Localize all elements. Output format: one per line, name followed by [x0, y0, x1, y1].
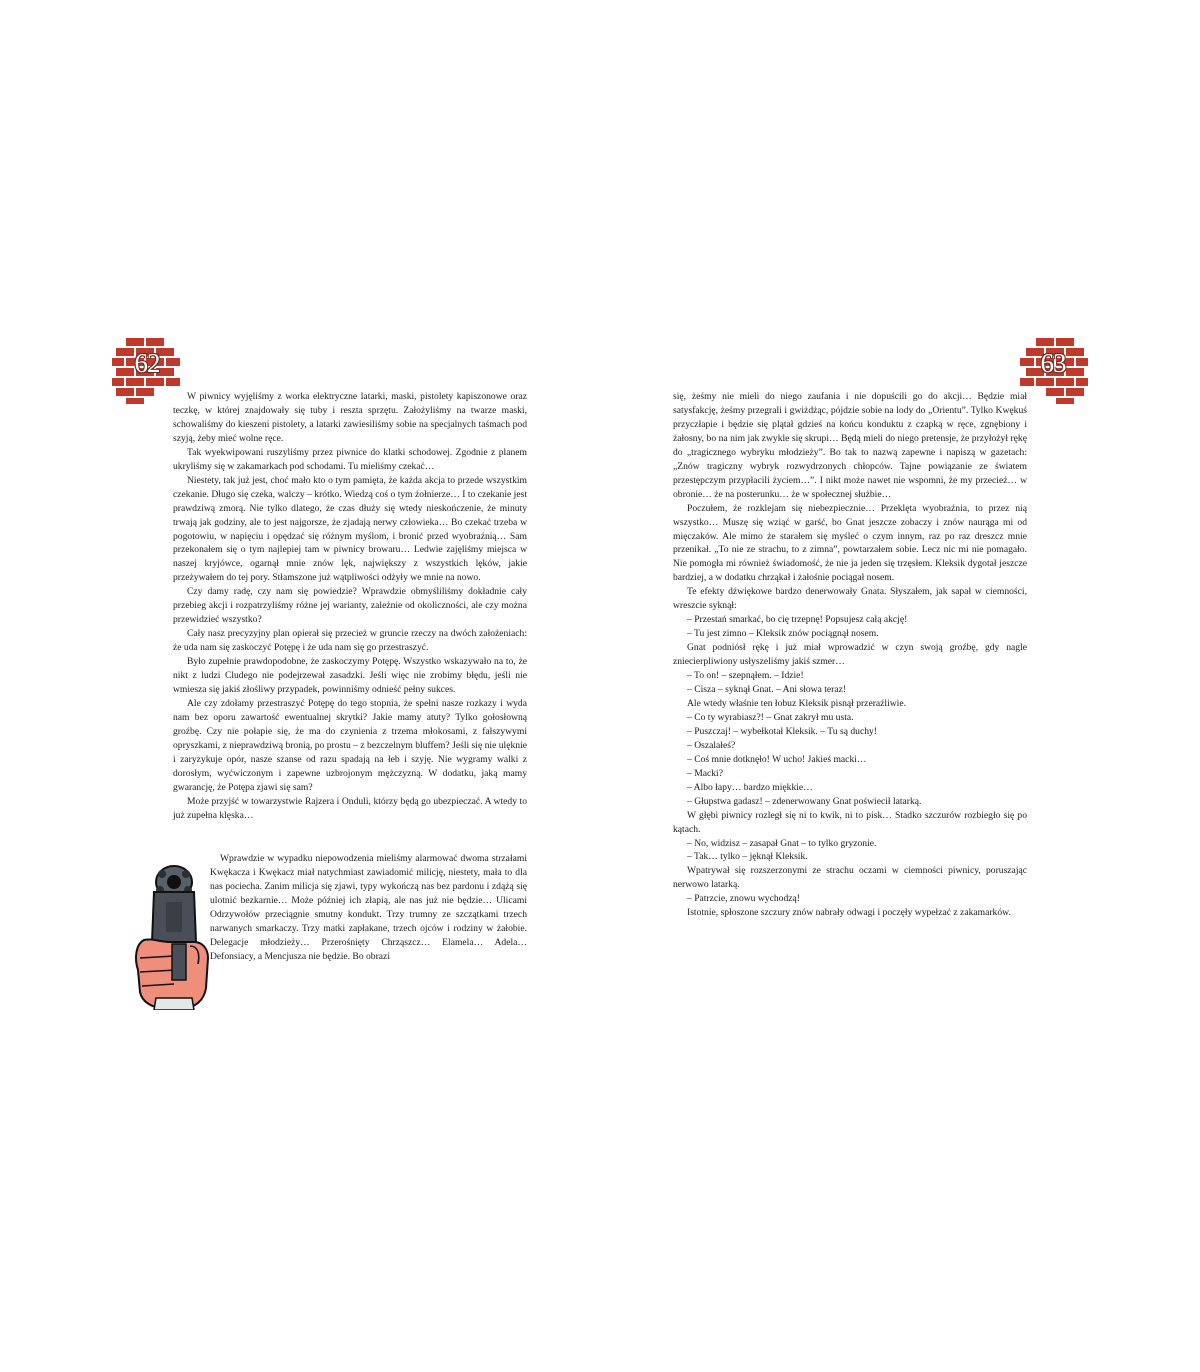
paragraph: Gnat podniósł rękę i już miał wprowadzić w czyn swoją groźbę, gdy nagle zniecierpliwiony usłyszeliśmy jakiś szmer… [673, 642, 1027, 668]
dialogue-line: – Puszczaj! – wybełkotał Kleksik. – Tu są duchy! [687, 725, 877, 737]
revolver-in-hand-icon [130, 862, 212, 1010]
left-page-text [173, 390, 527, 823]
paragraph: Wprawdzie w wypadku niepowodzenia mieliśmy alarmować dwoma strzałami Kwękacza i Kwękacz miał natychmiast zawiadomić milicję, niestety, mała to dla nas pociecha. Zanim milicja się zjawi, typy wykończą nas bez pardonu i zdążą się ulotnić bezkarnie… Może później ich złapią, ale nas już nie będzie… Ulicami Odrzywołów przeciągnie smutny kondukt. Trzy trumny ze szczątkami trzech narwanych smarkaczy. Trzy matki zapłakane, trzech ojców i rodziny w żałobie. Delegacje młodzieży… Przerośnięty Chrząszcz… Elamela… Adela… Defonsiacy, a Mencjusza nie będzie. Bo obrazi [210, 853, 527, 962]
paragraph: Może przyjść w towarzystwie Rajzera i Onduli, którzy będą go ubezpieczać. A wtedy to już zupełna klęska… [173, 795, 527, 821]
paragraph: Było zupełnie prawdopodobne, że zaskoczymy Potępę. Wszystko wskazywało na to, że nikt z ludzi Cludego nie podejrzewał zasadzki. Jeśli więc nie zrobimy błędu, jeśli nie wmiesza się jakiś złośliwy przypadek, powinniśmy odnieść pełny sukces. [173, 656, 527, 696]
dialogue-line: – Cisza – syknął Gnat. – Ani słowa teraz! [687, 684, 847, 696]
page-number-badge-right [1018, 338, 1088, 404]
right-page-text [673, 390, 1027, 920]
paragraph: Ale czy zdołamy przestraszyć Potępę do tego stopnia, że spełni nasze rozkazy i wyda nam bez oporu zawartość ewentualnej skrytki? Jakie mamy atuty? Tylko gołosłowną groźbę. Czy nie połapie się, że ma do czynienia z trzema młokosami, z fałszywymi opryszkami, z nieprawdziwą bronią, po prostu – z bezczelnym bluffem? Jeśli się nie ulęknie i zaryzykuje opór, nasze szanse od razu spadają na łeb i szyję. Nie wygramy walki z dorosłym, wyćwiczonym i zapewne uzbrojonym mężczyzną. W dodatku, jaką mamy gwarancję, że Potępa zjawi się sam? [173, 697, 527, 793]
paragraph: Ale wtedy właśnie ten łobuz Kleksik pisnął przeraźliwie. [687, 697, 906, 709]
paragraph: Czy damy radę, czy nam się powiedzie? Wprawdzie obmyśliliśmy dokładnie cały przebieg akcji i rozpatrzyliśmy różne jej warianty, zależnie od okoliczności, ale czy można przewidzieć wszystko? [173, 586, 527, 626]
dialogue-line: – Tak… tylko – jęknął Kleksik. [687, 851, 808, 863]
dialogue-line: – Przestań smarkać, bo cię trzepnę! Popsujesz całą akcję! [687, 614, 908, 626]
left-page-wrapped-text [210, 852, 527, 964]
dialogue-line: – No, widzisz – zasapał Gnat – to tylko gryzonie. [687, 837, 877, 849]
paragraph: Istotnie, spłoszone szczury znów nabrały odwagi i poczęły wypełzać z zakamarków. [687, 907, 1011, 919]
dialogue-line: – Albo łapy… bardzo miękkie… [687, 781, 813, 793]
paragraph: Poczułem, że rozklejam się niebezpiecznie… Przeklęta wyobraźnia, to przez nią wszystko… Muszę się wziąć w garść, bo Gnat jeszcze zobaczy i znów naurąga mi od mięczaków. Ale mimo że starałem się myśleć o czym innym, raz po raz dreszcz mnie przenikał. „To nie ze strachu, to z zimna”, powtarzałem sobie. Lecz nic mi nie pomagało. Nie pomogła mi również świadomość, że nie ja jeden się trzęsłem. Kleksik dygotał jeszcze bardziej, a w dodatku chrząkał i żałośnie pociągał nosem. [673, 502, 1027, 584]
dialogue-line: – Patrzcie, znowu wychodzą! [687, 893, 800, 905]
paragraph: W głębi piwnicy rozległ się ni to kwik, ni to pisk… Stadko szczurów rozbiegło się po kątach. [673, 809, 1027, 835]
dialogue-line: – To on! – szepnąłem. – Idzie! [687, 670, 804, 682]
paragraph: Tak wyekwipowani ruszyliśmy przez piwnice do klatki schodowej. Zgodnie z planem ukryliśmy się w zakamarkach pod schodami. Tu mieliśmy czekać… [173, 446, 527, 472]
dialogue-line: – Coś mnie dotknęło! W ucho! Jakieś macki… [687, 753, 867, 765]
paragraph: Niestety, tak już jest, choć mało kto o tym pamięta, że każda akcja to przede wszystkim czekanie. Długo się czeka, walczy – krótko. Wiedzą coś o tym żołnierze… I to czekanie jest prawdziwą zmorą. Nie tylko dlatego, że czas dłuży się wtedy nieskończenie, że minuty trwają jak godziny, ale to jest najgorsze, że zjadają nerwy człowieka… Bo czekać trzeba w pogotowiu, w napięciu i opędzać się różnym myślom, i bronić przed wyobraźnią… Sam przekonałem się o tym najlepiej tam w piwnicy browaru… Ledwie zajęliśmy miejsca w naszej kryjówce, ogarnął mnie znów lęk, największy z wszystkich lęków, jakie przeżywałem do tej pory. Stłamszone już wątpliwości odżyły we mnie na nowo. [173, 474, 527, 584]
page-number: 63 [1040, 348, 1066, 378]
dialogue-line: – Tu jest zimno – Kleksik znów pociągnął nosem. [687, 628, 879, 640]
dialogue-line: – Co ty wyrabiasz?! – Gnat zakrył mu usta. [687, 711, 854, 723]
paragraph: W piwnicy wyjęliśmy z worka elektryczne latarki, maski, pistolety kapiszonowe oraz teczkę, w której znajdowały się tuby i reszta sprzętu. Założyliśmy na twarze maski, schowaliśmy do kieszeni pistolety, a latarki zawiesiliśmy sobie na specjalnych taśmach pod szyją, żeby mieć wolne ręce. [173, 391, 527, 444]
page-number-badge-left [112, 338, 182, 404]
page-number: 62 [134, 348, 160, 378]
dialogue-line: – Głupstwa gadasz! – zdenerwowany Gnat poświecił latarką. [687, 795, 922, 807]
paragraph: Wpatrywał się rozszerzonymi ze strachu oczami w ciemności piwnicy, poruszając nerwowo latarką. [673, 865, 1027, 891]
dialogue-line: – Macki? [687, 767, 723, 779]
paragraph: Cały nasz precyzyjny plan opierał się przecież w gruncie rzeczy na dwóch założeniach: że uda nam się zaskoczyć Potępę i że uda nam się go przestraszyć. [173, 628, 527, 654]
paragraph: się, żeśmy nie mieli do niego zaufania i nie dopuścili go do akcji… Będzie miał satysfakcję, żeśmy przegrali i gwiżdżąc, pójdzie sobie na lody do „Orientu”. Tylko Kwękuś przyczłapie i będzie się plątał gdzieś na końcu konduktu z czapką w ręce, zgnębiony i żałosny, bo na nim jak zwykle się skrupi… Będą mieli do niego pretensje, że przyłożył rękę do „tragicznego wybryku młodzieży”. Bo tak to nazwą zapewne i napiszą w gazetach: „Znów tragiczny wybryk rozwydrzonych chłopców. Tajne powiązanie ze światem przestępczym przypłacili życiem…”. I nikt może nawet nie wspomni, że my przecież… w obronie… że na posterunku… że w społecznej służbie… [673, 391, 1027, 500]
paragraph: Te efekty dźwiękowe bardzo denerwowały Gnata. Słyszałem, jak sapał w ciemności, wreszcie syknął: [673, 586, 1027, 612]
dialogue-line: – Oszalałeś? [687, 739, 736, 751]
